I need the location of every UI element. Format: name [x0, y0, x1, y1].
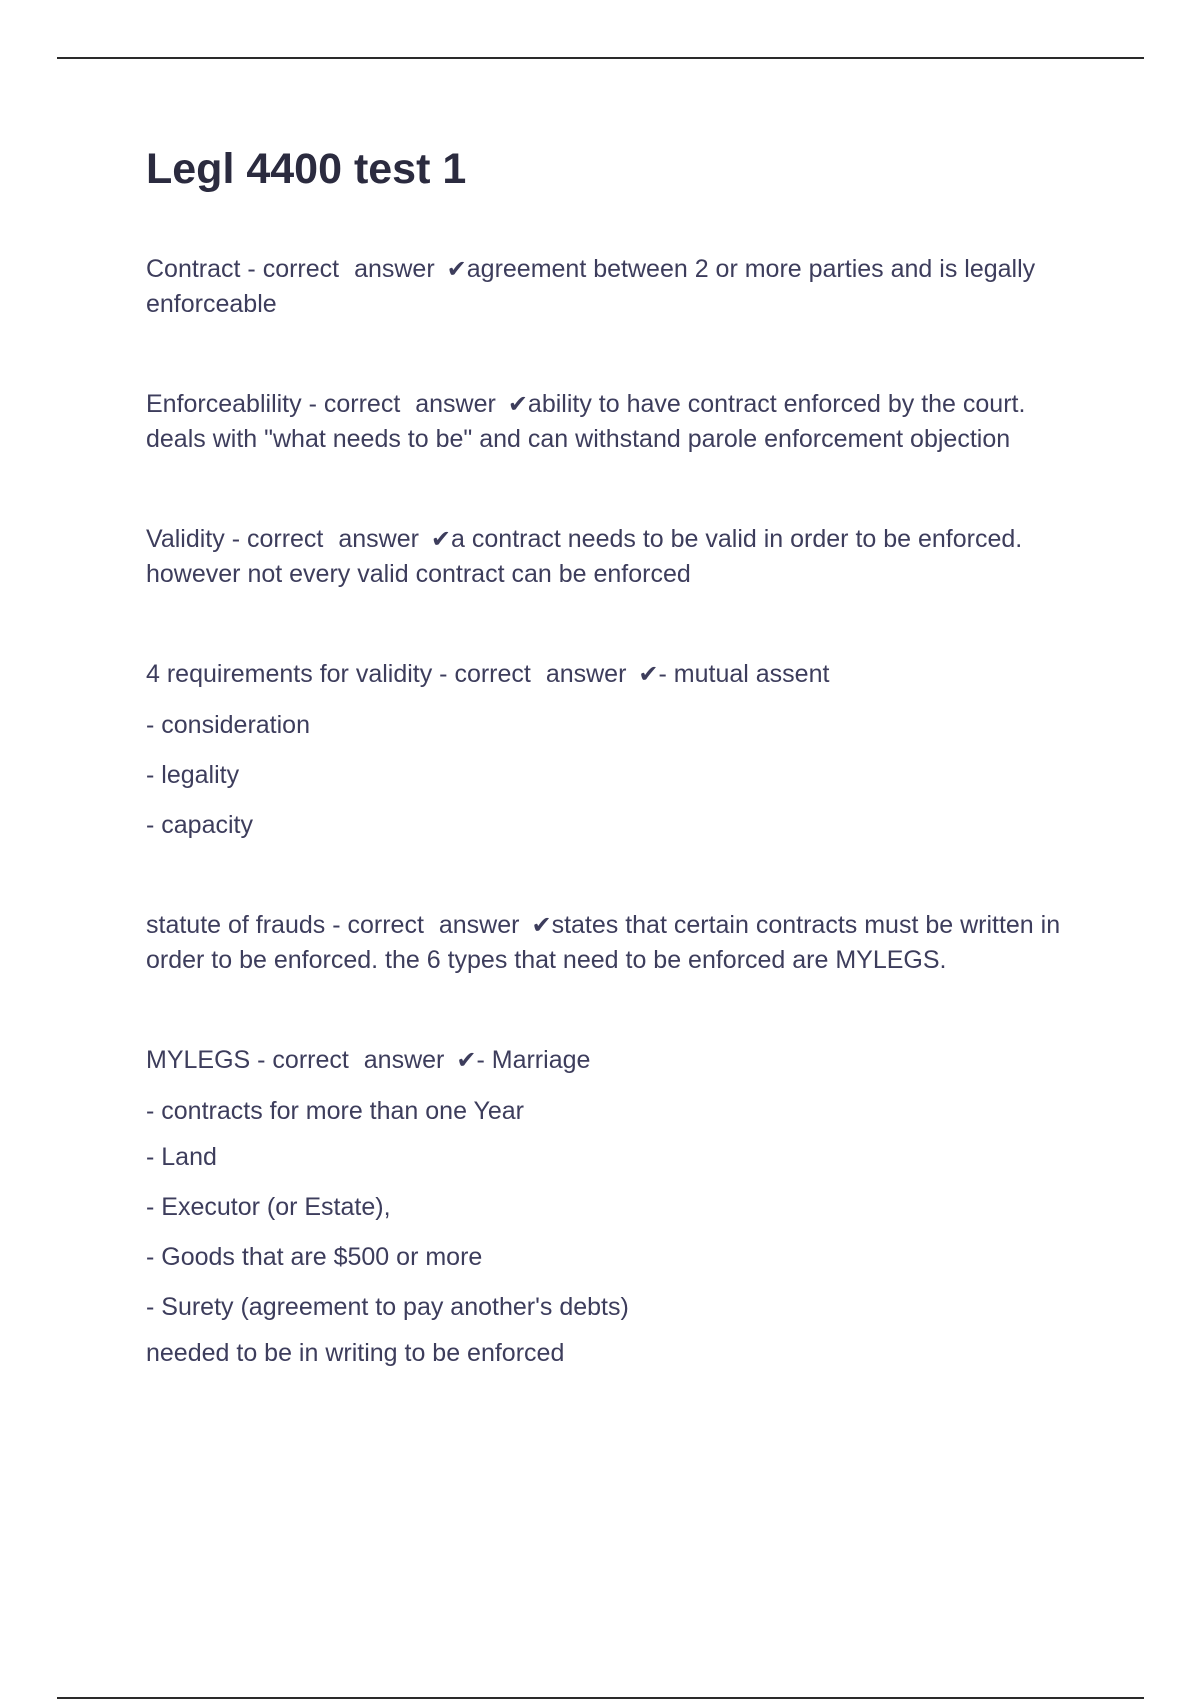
entry-separator: - correct	[240, 255, 347, 283]
entry-answer-text: ability to have contract enforced by the court. deals with "what needs to be" and can withstand parole enforcement objection	[146, 390, 1026, 453]
entry-separator: - correct	[250, 1046, 356, 1074]
entry-validity	[146, 522, 1066, 591]
flashcard-list	[146, 252, 1066, 1370]
entry-answer-text: - Marriage	[476, 1046, 591, 1074]
entry-statute-of-frauds	[146, 908, 1066, 977]
check-icon: ✔	[430, 526, 452, 553]
list-item: - contracts for more than one Year	[146, 1097, 524, 1125]
check-icon: ✔	[507, 391, 528, 418]
entry-term: Enforceablility	[146, 390, 302, 418]
entry-term: 4 requirements for validity	[146, 660, 433, 688]
entry-answer-word: answer	[438, 911, 520, 939]
entry-mylegs	[146, 1043, 1066, 1078]
bottom-rule	[57, 1697, 1144, 1699]
entry-answer-word: answer	[354, 255, 435, 283]
entry-enforceability	[146, 387, 1066, 456]
entry-term: MYLEGS	[146, 1046, 251, 1074]
entry-answer-word: answer	[338, 525, 419, 553]
check-icon: ✔	[456, 1047, 477, 1074]
entry-validity-requirements	[146, 657, 1066, 692]
top-rule	[57, 57, 1144, 59]
list-item: - Surety (agreement to pay another's debts)	[146, 1293, 629, 1321]
list-item: - consideration	[146, 711, 310, 739]
entry-contract	[146, 252, 1066, 321]
check-icon: ✔	[531, 912, 552, 939]
entry-term: Validity	[146, 525, 225, 553]
list-item: - capacity	[146, 811, 253, 839]
list-item: needed to be in writing to be enforced	[146, 1339, 565, 1367]
entry-answer-word: answer	[545, 660, 627, 688]
check-icon: ✔	[638, 661, 659, 688]
entry-answer-text: agreement between 2 or more parties and is legally enforceable	[146, 255, 1036, 318]
entry-answer-word: answer	[363, 1046, 445, 1074]
list-item: - Goods that are $500 or more	[146, 1243, 483, 1271]
entry-separator: - correct	[301, 390, 408, 418]
entry-separator: - correct	[432, 660, 538, 688]
entry-answer-text: states that certain contracts must be written in order to be enforced. the 6 types that need to be enforced are MYLEGS.	[146, 911, 1061, 974]
check-icon: ✔	[446, 256, 467, 283]
document-title: Legl 4400 test 1	[146, 145, 467, 193]
entry-term: Contract	[146, 255, 241, 283]
entry-answer-text: a contract needs to be valid in order to be enforced. however not every valid contract can be enforced	[146, 525, 1023, 588]
entry-separator: - correct	[224, 525, 331, 553]
list-item: - Land	[146, 1143, 217, 1171]
entry-separator: - correct	[325, 911, 431, 939]
list-item: - Executor (or Estate),	[146, 1193, 391, 1221]
list-item: - legality	[146, 761, 240, 789]
entry-term: statute of frauds	[146, 911, 326, 939]
entry-answer-text: - mutual assent	[658, 660, 830, 688]
entry-answer-word: answer	[415, 390, 496, 418]
